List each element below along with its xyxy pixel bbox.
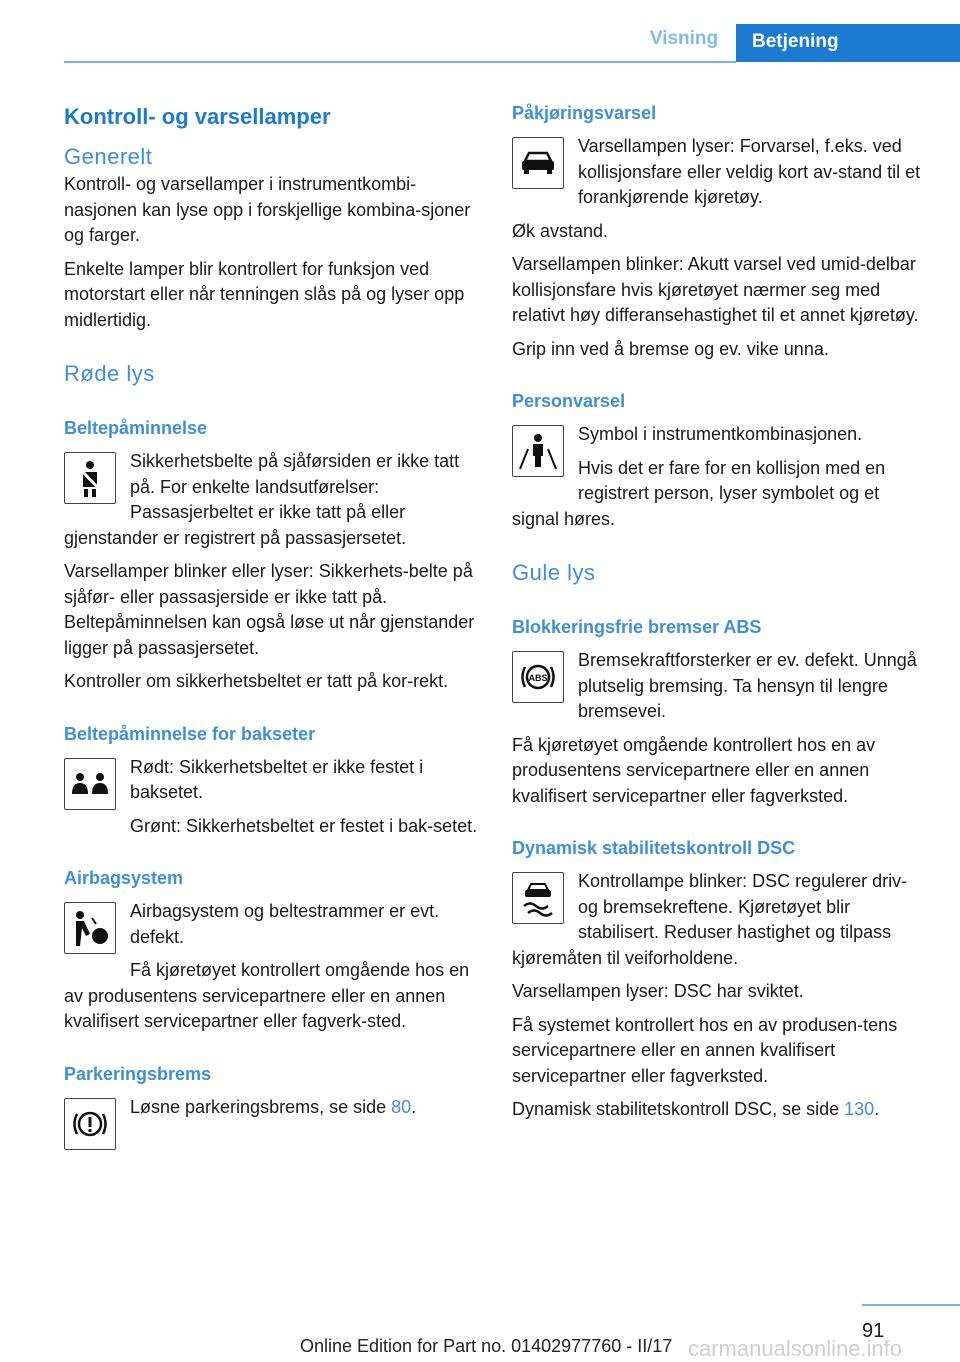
subheading-parkeringsbrems: Parkeringsbrems — [64, 1063, 212, 1084]
abs-paragraph-1: Bremsekraftforsterker er ev. defekt. Unngå plutselig bremsing. Ta hensyn til lengre bremsevei. — [578, 650, 917, 721]
pak-paragraph-1: Varsellampen lyser: Forvarsel, f.eks. ved kollisjonsfare eller veldig kort av-stand til et forankjørende kjøretøy. — [578, 136, 921, 207]
dsc-ref-text: Dynamisk stabilitetskontroll DSC, se side — [512, 1099, 845, 1119]
page-80-link[interactable]: 80 — [391, 1096, 412, 1117]
dsc-paragraph-2: Varsellampen lyser: DSC har sviktet. — [512, 981, 804, 1001]
person-paragraph-1: Symbol i instrumentkombinasjonen. — [578, 424, 863, 444]
pak-paragraph-4: Grip inn ved å bremse og ev. vike unna. — [512, 338, 829, 359]
page-number: 91 — [862, 1320, 885, 1342]
footer — [300, 1336, 940, 1361]
bakseter-paragraph-2: Grønt: Sikkerhetsbeltet er festet i bak-setet. — [130, 815, 478, 836]
subheading-abs: Blokkeringsfrie bremser ABS — [512, 617, 762, 637]
svg-text:ABS: ABS — [528, 673, 548, 683]
subheading-airbagsystem: Airbagsystem — [64, 868, 184, 888]
collision-warning-icon — [512, 137, 564, 189]
dsc-paragraph-1: Kontrollampe blinker: DSC regulerer driv- og bremsekreftene. Kjøretøyet blir stabilisert. Reduser hastighet og tilpass kjøremåten til veiforholdene. — [512, 871, 908, 968]
subheading-bakseter: Beltepåminnelse for bakseter — [64, 723, 316, 744]
subheading-dsc: Dynamisk stabilitetskontroll DSC — [512, 838, 796, 858]
belte-paragraph-3: Kontroller om sikkerhetsbeltet er tatt på kor-rekt. — [64, 671, 449, 691]
rear-seatbelt-icon — [64, 758, 116, 810]
airbag-paragraph-1: Airbagsystem og beltestrammer er evt. defekt. — [130, 901, 440, 947]
tab-visning[interactable]: Visning — [649, 28, 719, 49]
airbag-icon — [64, 902, 116, 954]
footer-rule — [862, 1304, 960, 1306]
subheading-beltepaminnelse: Beltepåminnelse — [64, 418, 208, 438]
page-title: Kontroll- og varsellamper — [64, 104, 331, 129]
header-rule — [64, 61, 736, 63]
generelt-paragraph-2: Enkelte lamper blir kontrollert for funksjon ved motorstart eller når tenningen slås på og lyser opp midlertidig. — [64, 258, 465, 330]
section-heading-rode-lys: Røde lys — [64, 361, 155, 386]
abs-paragraph-2: Få kjøretøyet omgående kontrollert hos en av produsentens servicepartnere eller en annen kvalifisert servicepartner eller fagverksted. — [512, 734, 876, 806]
dsc-period: . — [874, 1099, 880, 1119]
tab-betjening-label: Betjening — [752, 31, 839, 52]
right-column — [512, 100, 930, 1123]
bakseter-paragraph-1: Rødt: Sikkerhetsbeltet er ikke festet i baksetet. — [130, 756, 424, 802]
park-paragraph-1 — [64, 1095, 482, 1121]
subheading-pakjoringsvarsel: Påkjøringsvarsel — [512, 103, 657, 123]
pak-paragraph-3: Varsellampen blinker: Akutt varsel ved umid-delbar kollisjonsfare hvis kjøretøyet nærmer seg med relativt høy differansehastighet til et annet kjøretøy. — [512, 254, 919, 325]
dsc-icon — [512, 872, 564, 924]
page-header — [0, 0, 960, 62]
belte-paragraph-2: Varsellamper blinker eller lyser: Sikkerhets-belte på sjåfør- eller passasjerside er ikke tatt på. Beltepåminnelsen kan også løse ut når gjenstander ligger på passasjersetet. — [64, 561, 475, 658]
section-heading-generelt: Generelt — [64, 144, 153, 169]
generelt-paragraph-1: Kontroll- og varsellamper i instrumentkombi-nasjonen kan lyse opp i forskjellige kombina-sjoner og farger. — [64, 174, 471, 245]
section-heading-gule-lys: Gule lys — [512, 560, 596, 585]
watermark: carmanualsonline.info — [688, 1336, 903, 1361]
abs-icon — [512, 651, 564, 703]
person-paragraph-2: Hvis det er fare for en kollisjon med en registrert person, lyser symbolet og et signal høres. — [512, 457, 886, 529]
subheading-personvarsel: Personvarsel — [512, 391, 626, 411]
left-column — [64, 100, 482, 1156]
page-130-link[interactable]: 130 — [844, 1099, 875, 1119]
dsc-paragraph-4 — [512, 1097, 930, 1123]
park-period: . — [411, 1096, 417, 1117]
parking-brake-icon — [64, 1098, 116, 1150]
park-text: Løsne parkeringsbrems, se side — [130, 1096, 392, 1117]
pak-paragraph-2: Øk avstand. — [512, 220, 609, 241]
dsc-paragraph-3: Få systemet kontrollert hos en av produsen-tens servicepartnere eller en annen kvalifisert servicepartner eller fagverksted. — [512, 1014, 898, 1086]
belte-paragraph-1: Sikkerhetsbelte på sjåførsiden er ikke tatt på. For enkelte landsutførelser: Passasjerbeltet er ikke tatt på eller gjenstander er registrert på passasjersetet. — [64, 451, 460, 548]
seatbelt-icon — [64, 452, 116, 504]
airbag-paragraph-2: Få kjøretøyet kontrollert omgående hos en av produsentens servicepartnere eller en annen kvalifisert servicepartner eller fagverk-sted. — [64, 960, 470, 1031]
tab-betjening[interactable] — [736, 24, 960, 62]
edition-text: Online Edition for Part no. 01402977760 - II/17 — [300, 1336, 673, 1356]
pedestrian-warning-icon — [512, 425, 564, 477]
